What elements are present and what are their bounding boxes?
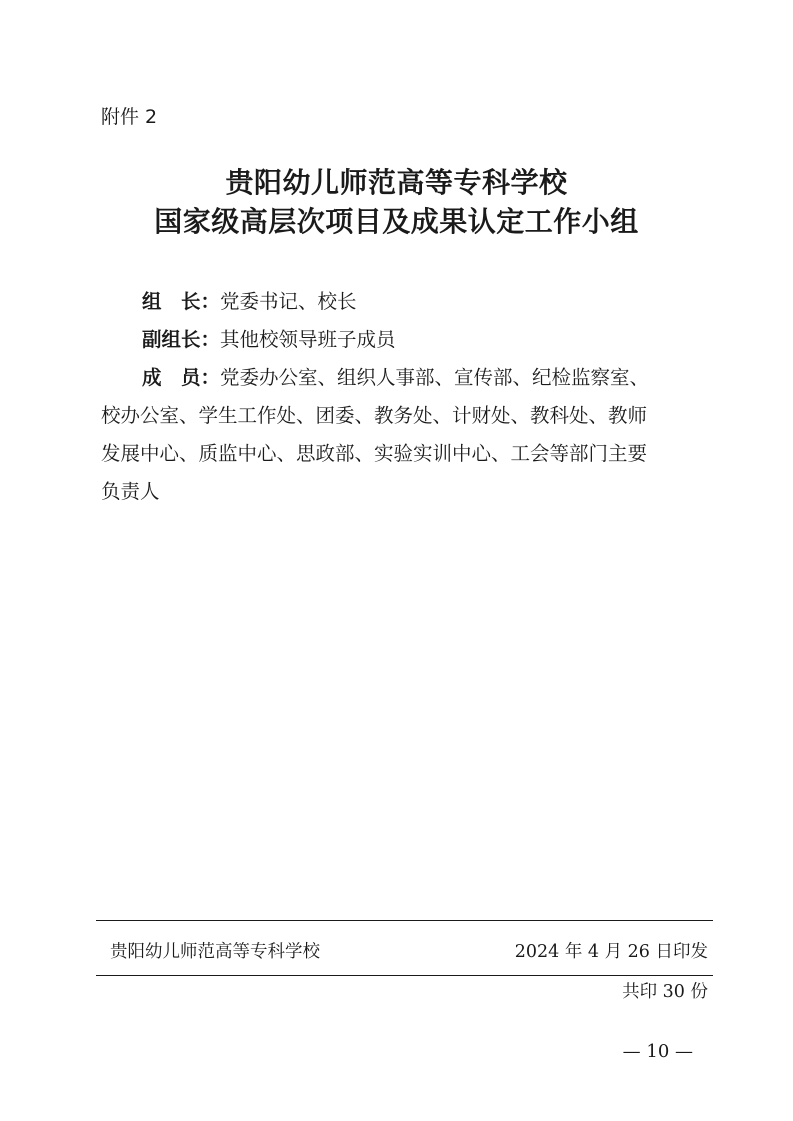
group-members-line-3: 发展中心、质监中心、思政部、实验实训中心、工会等部门主要	[101, 442, 648, 465]
group-leader-value: 党委书记、校长	[220, 290, 357, 313]
document-title-line-2: 国家级高层次项目及成果认定工作小组	[154, 205, 639, 238]
footer-issue-date: 2024 年 4 月 26 日印发	[514, 942, 708, 962]
group-members-line-1: 党委办公室、组织人事部、宣传部、纪检监察室、	[220, 366, 650, 389]
footer-top-rule	[96, 920, 713, 921]
footer-issuer: 贵阳幼儿师范高等专科学校	[110, 942, 320, 962]
page-number: — 10 —	[622, 1041, 693, 1062]
group-leader-row	[142, 289, 357, 315]
group-deputy-value: 其他校领导班子成员	[220, 328, 396, 351]
group-deputy-label: 副组长：	[142, 328, 221, 351]
document-title-line-1: 贵阳幼儿师范高等专科学校	[225, 166, 568, 199]
group-members-line-2: 校办公室、学生工作处、团委、教务处、计财处、教科处、教师	[101, 404, 648, 427]
group-members-label: 成 员：	[142, 366, 221, 389]
attachment-label: 附件 2	[101, 106, 158, 128]
group-deputy-row	[142, 327, 396, 353]
footer-copies: 共印 30 份	[622, 982, 708, 1002]
group-members-line-4: 负责人	[101, 480, 160, 503]
group-leader-label: 组 长：	[142, 290, 221, 313]
group-members-row	[142, 365, 649, 391]
footer-bottom-rule	[96, 975, 713, 976]
